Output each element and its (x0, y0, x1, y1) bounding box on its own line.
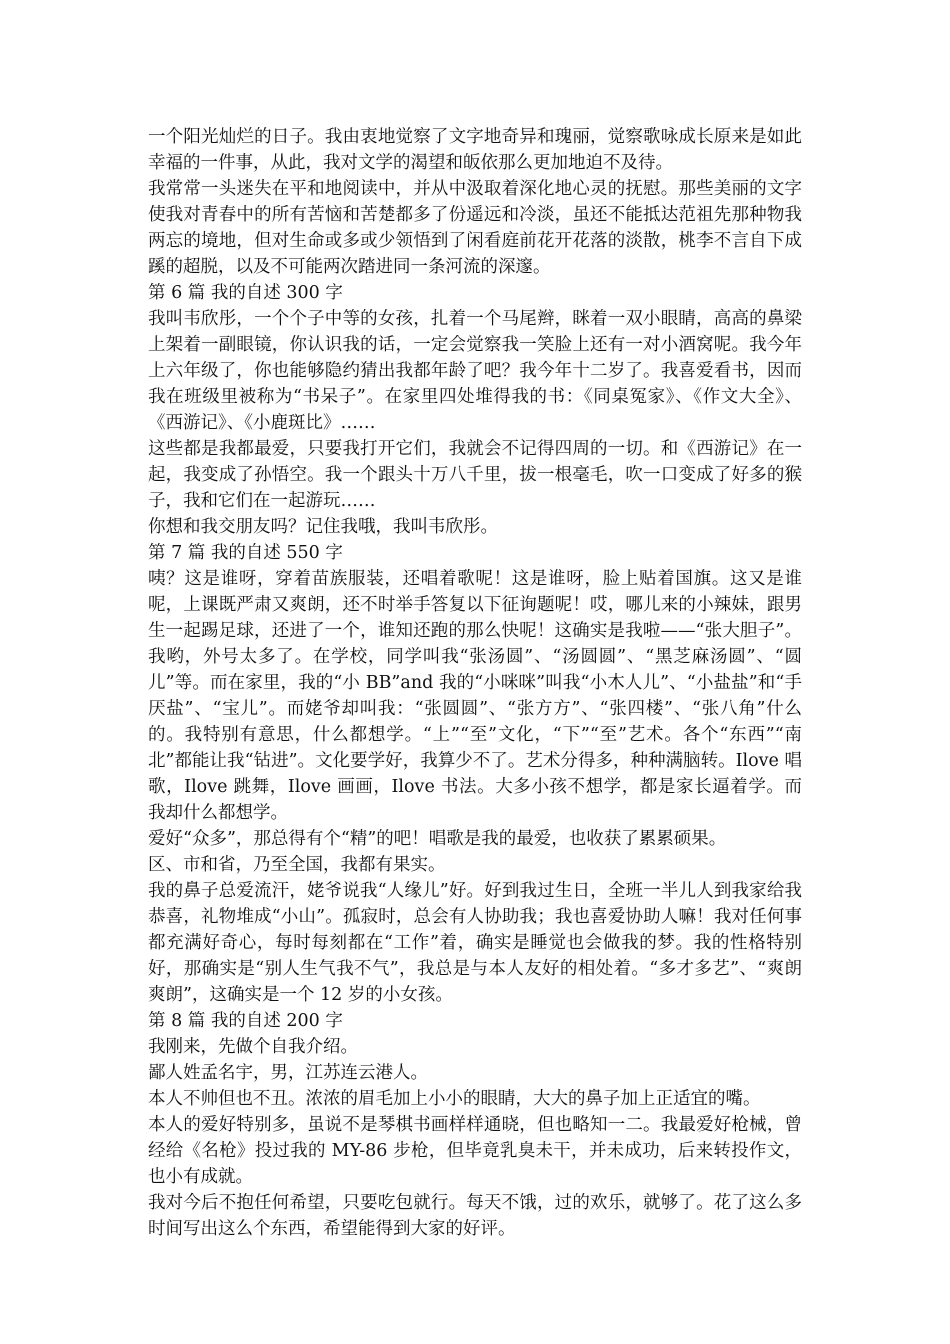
paragraph: 你想和我交朋友吗？记住我哦，我叫韦欣彤。 (148, 517, 498, 537)
paragraph: 鄙人姓孟名宇，男，江苏连云港人。 (148, 1063, 428, 1083)
paragraph: 一个阳光灿烂的日子。我由衷地觉察了文字地奇异和瑰丽，觉察歌咏成长原来是如此幸福的一件事，从此，我对文学的渴望和皈依那么更加地迫不及待。 (148, 127, 802, 173)
paragraph: 我叫韦欣彤，一个个子中等的女孩，扎着一个马尾辫，眯着一双小眼睛，高高的鼻梁上架着一副眼镜，你认识我的话，一定会觉察我一笑脸上还有一对小酒窝呢。我今年上六年级了，你也能够隐约猜出我都年龄了吧？我今年十二岁了。我喜爱看书，因而我在班级里被称为“书呆子”。在家里四处堆得我的书：《同桌冤家》、《作文大全》、《西游记》、《小鹿斑比》…… (148, 309, 802, 433)
paragraph: 这些都是我都最爱，只要我打开它们，我就会不记得四周的一切。和《西游记》在一起，我变成了孙悟空。我一个跟头十万八千里，拔一根毫毛，吹一口变成了好多的猴子，我和它们在一起游玩…… (148, 439, 802, 511)
paragraph: 本人不帅但也不丑。浓浓的眉毛加上小小的眼睛，大大的鼻子加上正适宜的嘴。 (148, 1089, 761, 1109)
paragraph: 我对今后不抱任何希望，只要吃包就行。每天不饿，过的欢乐，就够了。花了这么多时间写出这么个东西，希望能得到大家的好评。 (148, 1193, 802, 1239)
paragraph: 爱好“众多”，那总得有个“精”的吧！唱歌是我的最爱，也收获了累累硕果。 (148, 829, 727, 849)
paragraph: 我的鼻子总爱流汗，姥爷说我“人缘儿”好。好到我过生日，全班一半儿人到我家给我恭喜，礼物堆成“小山”。孤寂时，总会有人协助我；我也喜爱协助人嘛！我对任何事都充满好奇心，每时每刻都在“工作”着，确实是睡觉也会做我的梦。我的性格特别好，那确实是“别人生气我不气”，我总是与本人友好的相处着。“多才多艺”、“爽朗爽朗”，这确实是一个 12 岁的小女孩。 (148, 881, 802, 1005)
paragraph: 我刚来，先做个自我介绍。 (148, 1037, 358, 1057)
paragraph: 咦？这是谁呀，穿着苗族服装，还唱着歌呢！这是谁呀，脸上贴着国旗。这又是谁呢，上课既严肃又爽朗，还不时举手答复以下征询题呢！哎，哪儿来的小辣妹，跟男生一起踢足球，还进了一个，谁知还跑的那么快呢！这确实是我啦——“张大胆子”。我哟，外号太多了。在学校，同学叫我“张汤圆”、“汤圆圆”、“黑芝麻汤圆”、“圆儿”等。而在家里，我的“小 BB”and 我的“小咪咪”叫我“小木人儿”、“小盐盐”和“手厌盐”、“宝儿”。而姥爷却叫我：“张圆圆”、“张方方”、“张四楼”、“张八角”什么的。我特别有意思，什么都想学。“上”“至”文化，“下”“至”艺术。各个“东西”“南北”都能让我“钻进”。文化要学好，我算少不了。艺术分得多，种种满脑转。Ilove 唱歌，Ilove 跳舞，Ilove 画画，Ilove 书法。大多小孩不想学，都是家长逼着学。而我却什么都想学。 (148, 569, 802, 823)
section-heading: 第 6 篇 我的自述 300 字 (148, 283, 343, 303)
section-heading: 第 7 篇 我的自述 550 字 (148, 543, 343, 563)
paragraph: 本人的爱好特别多，虽说不是琴棋书画样样通晓，但也略知一二。我最爱好枪械，曾经给《名枪》投过我的 MY-86 步枪，但毕竟乳臭未干，并未成功，后来转投作文，也小有成就。 (148, 1115, 802, 1187)
section-heading: 第 8 篇 我的自述 200 字 (148, 1011, 343, 1031)
paragraph: 区、市和省，乃至全国，我都有果实。 (148, 855, 446, 875)
paragraph: 我常常一头迷失在平和地阅读中，并从中汲取着深化地心灵的抚慰。那些美丽的文字使我对青春中的所有苦恼和苦楚都多了份遥远和冷淡，虽还不能抵达范祖先那种物我两忘的境地，但对生命或多或少领悟到了闲看庭前花开花落的淡散，桃李不言自下成蹊的超脱，以及不可能两次踏进同一条河流的深邃。 (148, 179, 802, 277)
document-page (148, 124, 802, 1242)
